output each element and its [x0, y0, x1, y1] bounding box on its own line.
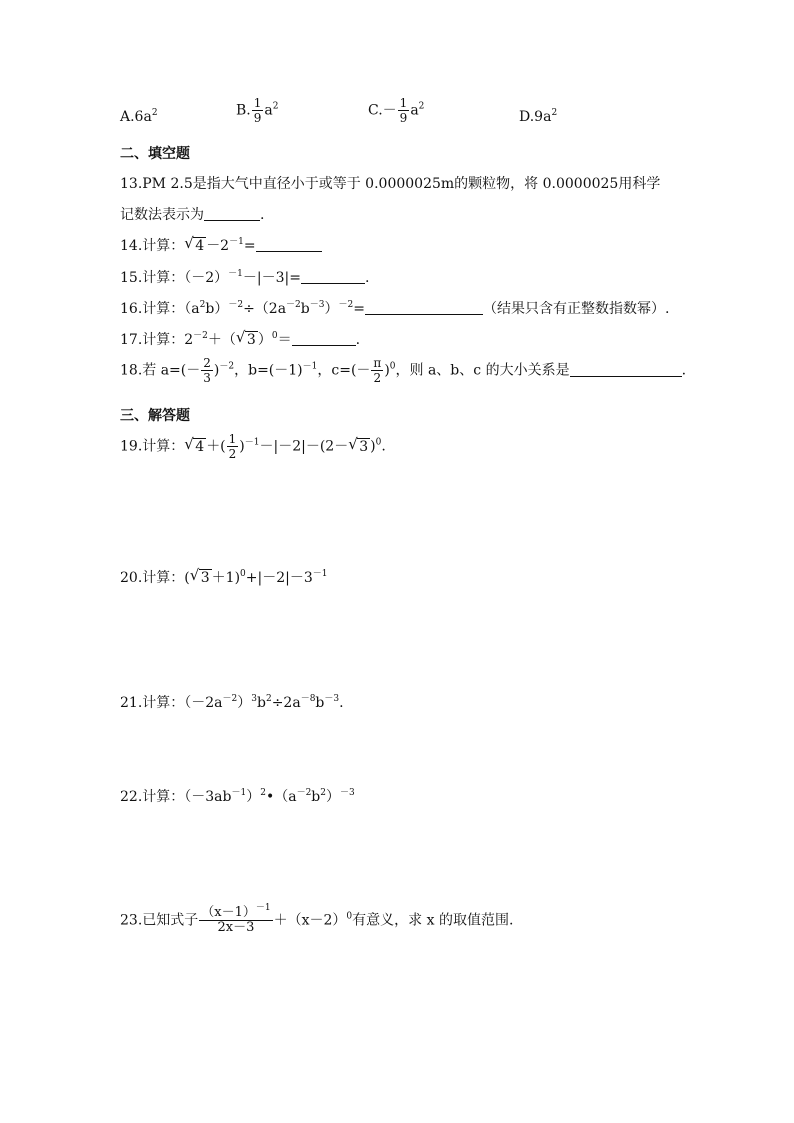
answer-blank[interactable] — [256, 237, 322, 252]
q21: 21.计算：$(-2a^{-2})^3b^2\div 2a^{-8}b^{-3}$. — [120, 694, 344, 711]
option-d: $D.9a^2$ — [519, 108, 558, 125]
answer-blank[interactable] — [365, 300, 483, 315]
q17: 17.计算：$2^{-2}+$（ √ 3 ）$^0$＝ . — [120, 328, 361, 348]
answer-blank[interactable] — [570, 362, 682, 377]
q16: 16.计算：$(a^2b)^{-2}\div(2a^{-2}b^{-3})^{-2}=$ （结果只含有正整数指数幂）. — [120, 300, 670, 317]
option-c: C.－ $\frac{1}{9}$ $a^2$ — [368, 96, 425, 125]
q19: 19.计算： √ 4 ＋( $\frac{1}{2}$ )$^{-1}$－|－2|－(2－ √ 3 )$^0$. — [120, 432, 386, 461]
sqrt-symbol: √ 3 — [348, 434, 369, 455]
option-a: $A.6a^2$ — [120, 108, 158, 125]
q18: 18.若 a=(－ $\frac{2}{3}$ )$^{-2}$，$b=(-1)^{-1}$，c=(－ $\frac{\pi}{2}$ )$^0$，则 a、b、c 的大小关系是 . — [120, 356, 687, 385]
answer-blank[interactable] — [204, 206, 260, 221]
q13-line1: 13.PM 2.5是指大气中直径小于或等于 0.0000025m的颗粒物，将 0.0000025用科学 — [120, 176, 661, 192]
answer-blank[interactable] — [292, 331, 356, 346]
sqrt-symbol: √ 3 — [189, 566, 210, 586]
answer-blank[interactable] — [301, 269, 365, 284]
q22: 22.计算：$(-3ab^{-1})^2•(a^{-2}b^2)^{-3}$ — [120, 788, 355, 805]
q15: 15.计算：$(-2)^{-1}-|-3|=$ . — [120, 269, 370, 286]
q20: 20.计算：( √ $3 +1)^0+|-2|-3^{-1}$ — [120, 566, 328, 586]
q23: 23.已知式子 $\frac{(x-1)^{-1}}{2x-3}$ $+(x-2)^0$有意义，求 x 的取值范围. — [120, 903, 514, 935]
sqrt-symbol: √ 4 — [184, 234, 205, 254]
section-fill-in-title: 二、填空题 — [120, 146, 190, 162]
sqrt-symbol: √ 3 — [235, 328, 256, 348]
q13-line2: 记数法表示为 . — [120, 207, 265, 223]
q14: 14.计算： √ $4 -2^{-1}=$ — [120, 236, 322, 256]
sqrt-symbol: √ 4 — [184, 434, 205, 455]
option-b: B. $\frac{1}{9}$ $a^2$ — [236, 96, 279, 125]
section-answer-title: 三、解答题 — [120, 408, 190, 424]
